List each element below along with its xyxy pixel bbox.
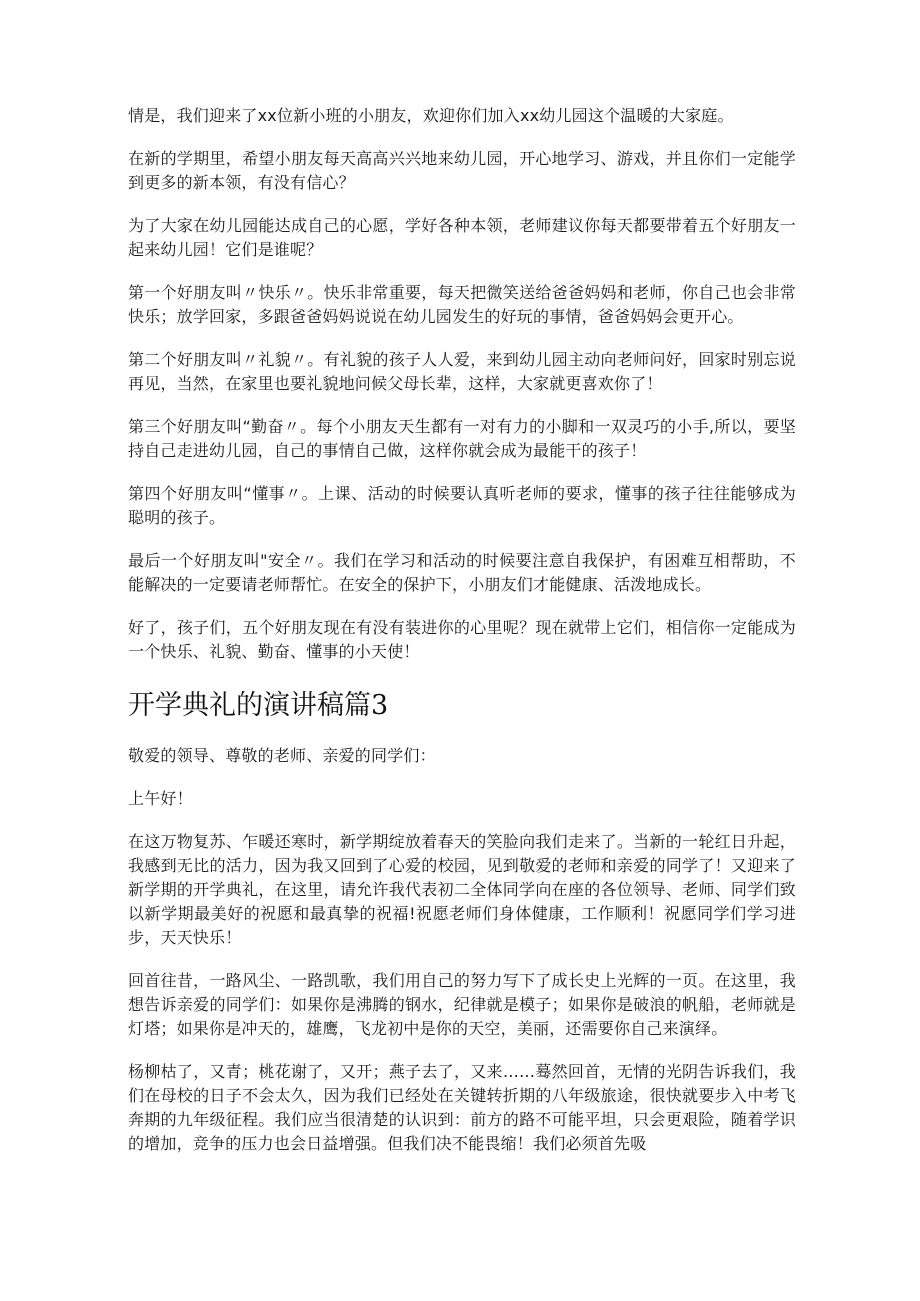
paragraph: 第一个好朋友叫〃快乐〃。快乐非常重要，每天把微笑送给爸爸妈妈和老师，你自己也会非常快乐；放学回家，多跟爸爸妈妈说说在幼儿园发生的好玩的事情，爸爸妈妈会更开心。	[128, 283, 796, 326]
paragraph: 最后一个好朋友叫"安全〃。我们在学习和活动的时候要注意自我保护，有困难互相帮助，不能解决的一定要请老师帮忙。在安全的保护下，小朋友们才能健康、活泼地成长。	[128, 551, 796, 594]
paragraph: 第四个好朋友叫“懂事〃。上课、活动的时候要认真听老师的要求，懂事的孩子往往能够成为聪明的孩子。	[128, 484, 796, 527]
paragraph: 敬爱的领导、尊敬的老师、亲爱的同学们：	[128, 746, 436, 765]
paragraph: 第二个好朋友叫〃礼貌〃。有礼貌的孩子人人爱，来到幼儿园主动向老师问好，回家时别忘说再见，当然，在家里也要礼貌地问候父母长辈，这样，大家就更喜欢你了！	[128, 350, 796, 393]
paragraph: 好了，孩子们，五个好朋友现在有没有装进你的心里呢？现在就带上它们，相信你一定能成为一个快乐、礼貌、勤奋、懂事的小天使！	[128, 618, 796, 661]
section-title: 开学典礼的演讲稿篇3	[128, 690, 389, 721]
paragraph: 在新的学期里，希望小朋友每天高高兴兴地来幼儿园，开心地学习、游戏，并且你们一定能学到更多的新本领，有没有信心？	[128, 149, 796, 192]
paragraph: 第三个好朋友叫“勤奋〃。每个小朋友天生都有一对有力的小脚和一双灵巧的小手,所以，要坚持自己走进幼儿园，自己的事情自己做，这样你就会成为最能干的孩子！	[128, 417, 796, 460]
paragraph: 为了大家在幼儿园能达成自己的心愿，学好各种本领，老师建议你每天都要带着五个好朋友一起来幼儿园！它们是谁呢？	[128, 216, 796, 259]
paragraph: 杨柳枯了，又青；桃花谢了，又开；燕子去了，又来……蓦然回首，无情的光阴告诉我们，我们在母校的日子不会太久，因为我们已经处在关键转折期的八年级旅途，很快就要步入中考飞奔期的九年级征程。我们应当很清楚的认识到：前方的路不可能平坦，只会更艰险，随着学识的增加，竞争的压力也会日益增强。但我们决不能畏缩！我们必须首先吸	[128, 1062, 796, 1153]
paragraph: 上午好！	[128, 789, 193, 808]
document-body	[128, 104, 796, 1175]
paragraph: 情是，我们迎来了xx位新小班的小朋友，欢迎你们加入xx幼儿园这个温暖的大家庭。	[128, 106, 734, 125]
paragraph: 回首往昔，一路风尘、一路凯歌，我们用自己的努力写下了成长史上光辉的一页。在这里，我想告诉亲爱的同学们：如果你是沸腾的钢水，纪律就是模子；如果你是破浪的帆船，老师就是灯塔；如果你是冲天的，雄鹰，飞龙初中是你的天空，美丽，还需要你自己来演绎。	[128, 971, 796, 1038]
paragraph: 在这万物复苏、乍暖还寒时，新学期绽放着春天的笑脸向我们走来了。当新的一轮红日升起，我感到无比的活力，因为我又回到了心爱的校园，见到敬爱的老师和亲爱的同学了！又迎来了新学期的开学典礼，在这里，请允许我代表初二全体同学向在座的各位领导、老师、同学们致以新学期最美好的祝愿和最真挚的祝福!祝愿老师们身体健康，工作顺利！祝愿同学们学习进步，天天快乐！	[128, 832, 796, 947]
